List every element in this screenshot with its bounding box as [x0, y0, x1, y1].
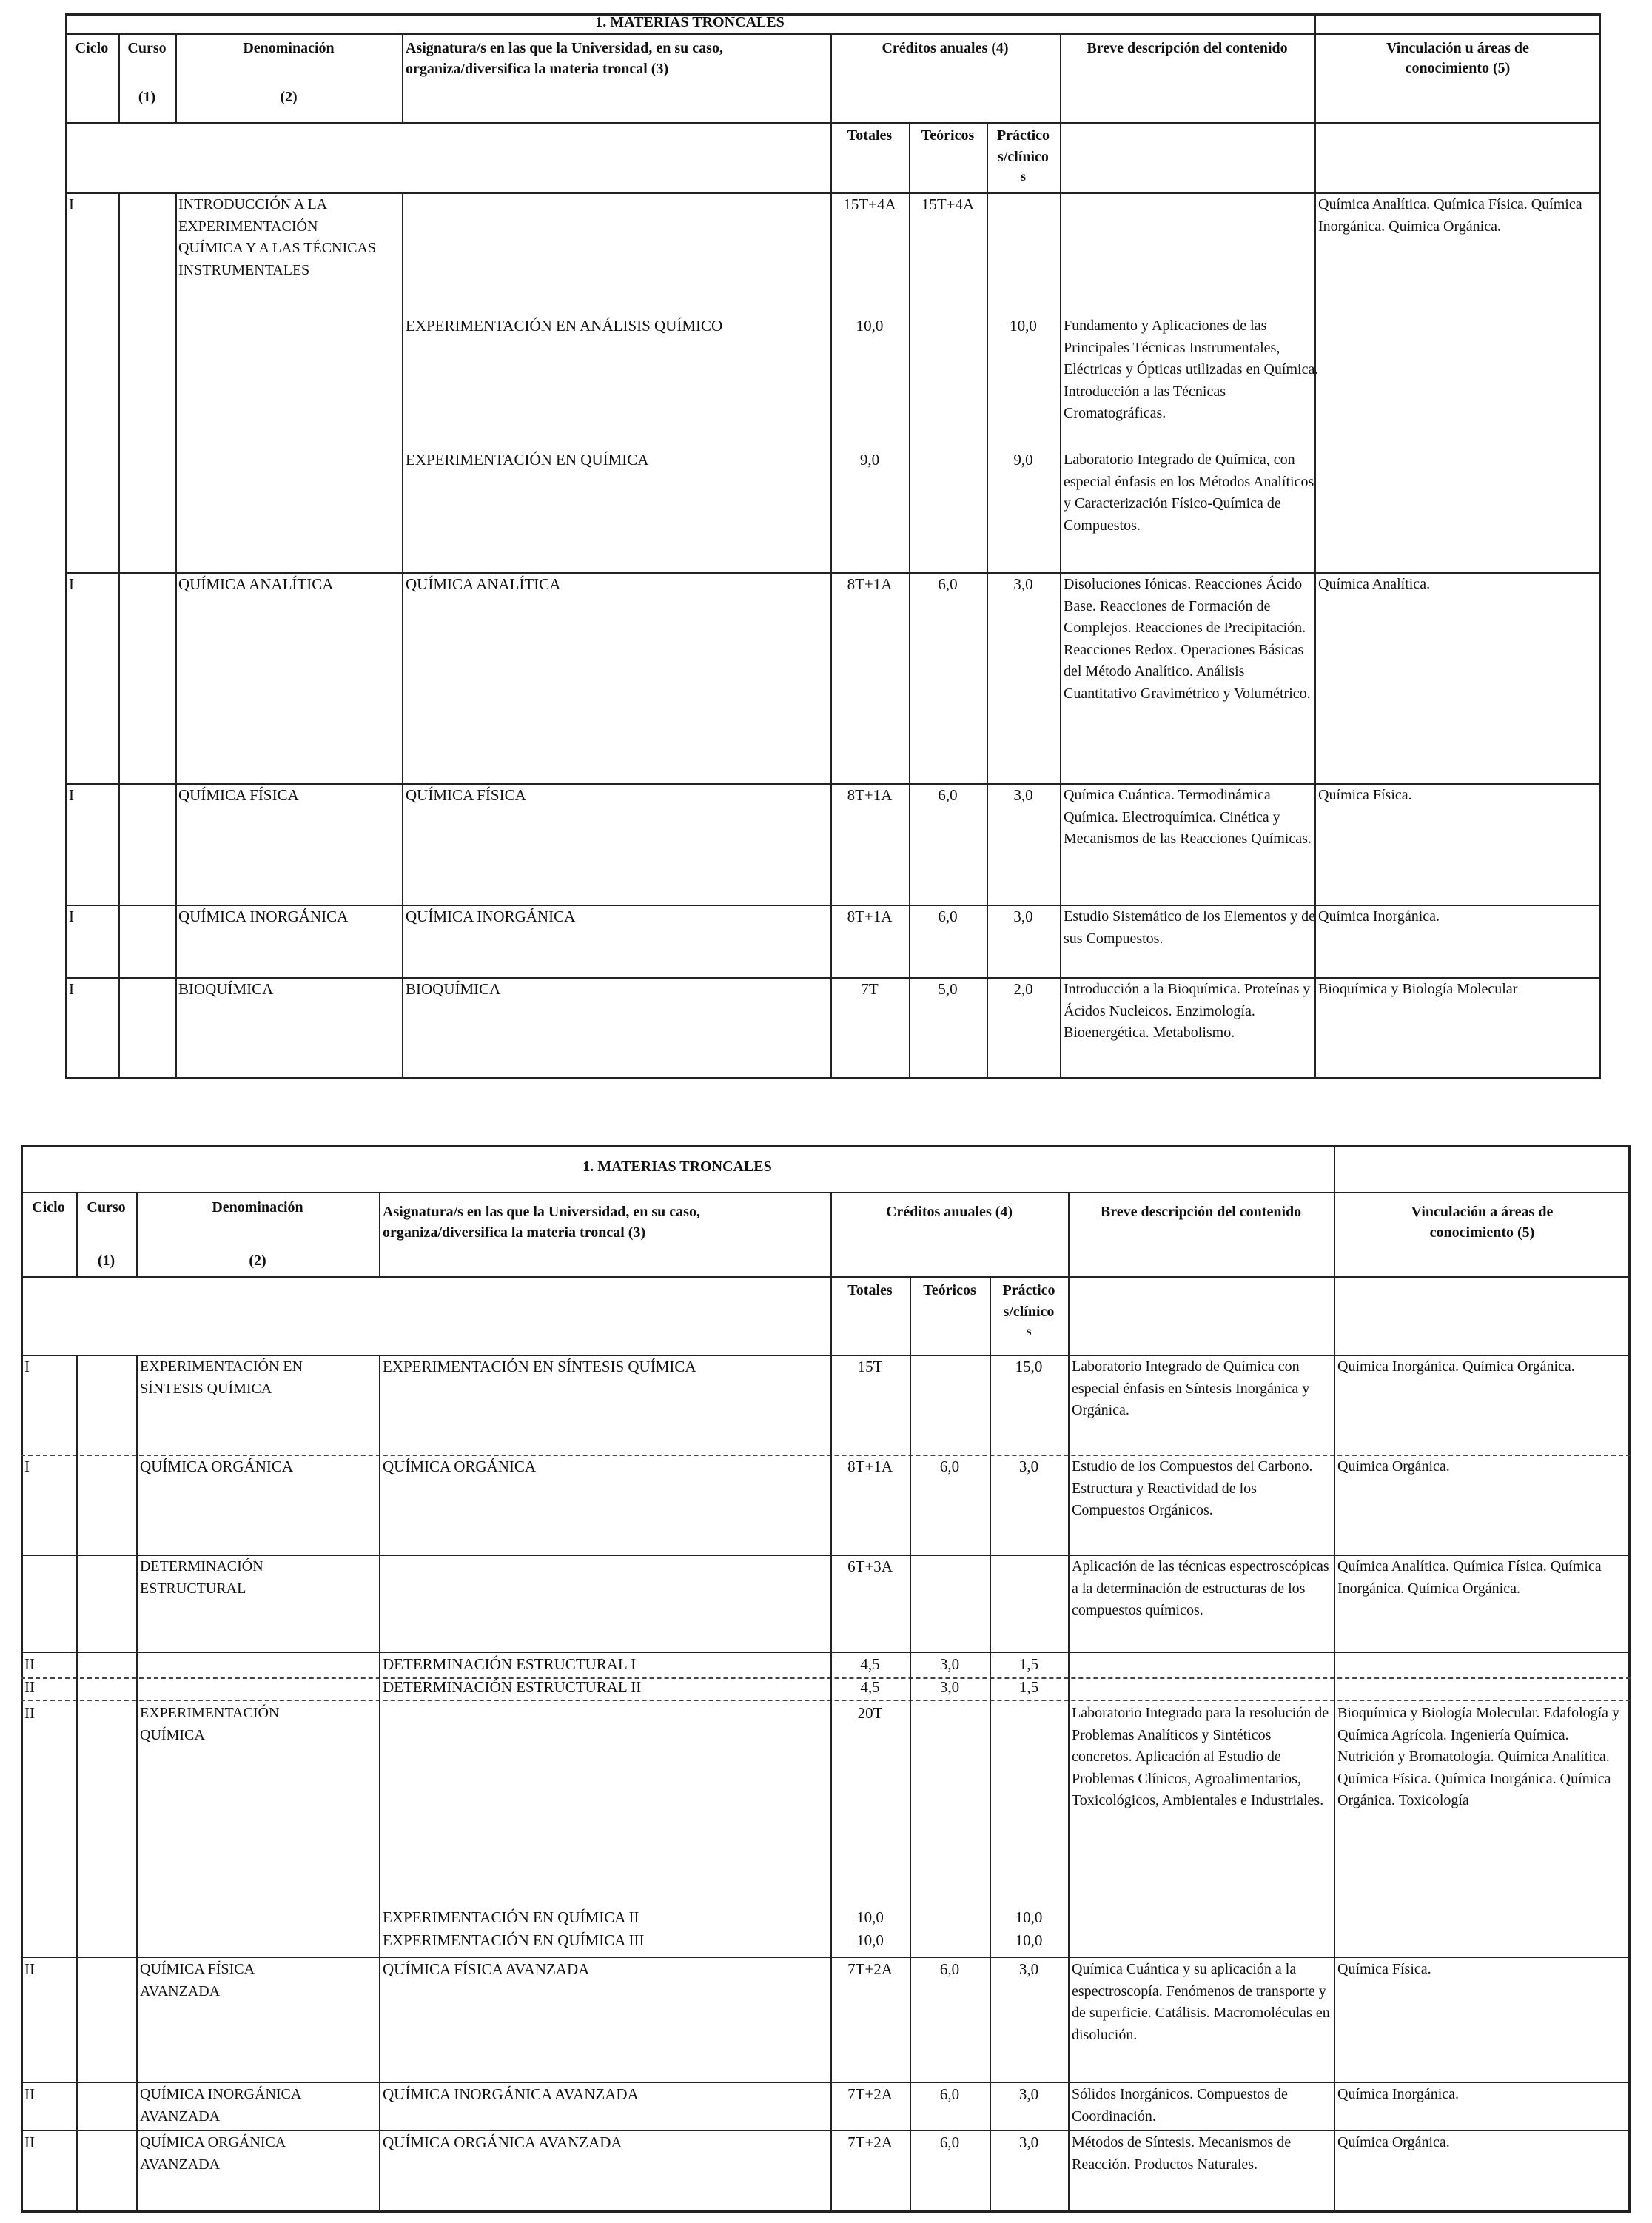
- col-asignatura-header-l2: organiza/diversifica la materia troncal (3): [406, 61, 669, 77]
- t1-r1-asignatura: EXPERIMENTACIÓN EN ANÁLISIS QUÍMICO: [406, 317, 723, 335]
- t2-r9-denominacion: QUÍMICA INORGÁNICA AVANZADA: [140, 2086, 301, 2125]
- t2-col-creditos-header: Créditos anuales (4): [885, 1204, 1013, 1220]
- t2-r6-totales: 10,0: [856, 1908, 884, 1926]
- t2-r0-asignatura: EXPERIMENTACIÓN EN SÍNTESIS QUÍMICA: [383, 1358, 696, 1375]
- t1-r0-teoricos: 15T+4A: [921, 195, 975, 213]
- t2-r9-practicos: 3,0: [1018, 2085, 1039, 2103]
- t2-r3-teoricos: 3,0: [939, 1655, 960, 1673]
- t2-r7-practicos: 10,0: [1015, 1931, 1043, 1949]
- t2-r2-area: Química Analítica. Química Física. Química Inorgánica. Química Orgánica.: [1337, 1558, 1602, 1597]
- t2-r4-totales: 4,5: [860, 1678, 880, 1696]
- t2-r1-teoricos: 6,0: [939, 1458, 960, 1475]
- t2-r4-teoricos: 3,0: [939, 1678, 960, 1696]
- t2-r0-practicos: 15,0: [1015, 1358, 1043, 1375]
- t2-r0-area: Química Inorgánica. Química Orgánica.: [1337, 1358, 1575, 1375]
- t2-col-denominacion-note: (2): [249, 1253, 266, 1269]
- t2-col-practicos-header-l1: Práctico: [1002, 1282, 1055, 1298]
- t2-r10-practicos: 3,0: [1018, 2133, 1039, 2151]
- t1-r1-totales: 10,0: [856, 317, 884, 335]
- t2-r1-practicos: 3,0: [1018, 1458, 1039, 1475]
- t1-r3-totales: 8T+1A: [847, 575, 893, 593]
- t1-r6-area: Bioquímica y Biología Molecular: [1318, 981, 1518, 997]
- t1-r6-descripcion: Introducción a la Bioquímica. Proteínas y Ácidos Nucleicos. Enzimología. Bioenergética. Metabolismo.: [1064, 981, 1311, 1041]
- t2-r7-totales: 10,0: [856, 1931, 884, 1949]
- t1-r4-descripcion: Química Cuántica. Termodinámica Química. Electroquímica. Cinética y Mecanismos de las Reacciones Químicas.: [1064, 787, 1312, 847]
- t1-r5-denominacion: QUÍMICA INORGÁNICA: [178, 908, 349, 925]
- t2-r3-ciclo: II: [24, 1655, 35, 1673]
- col-asignatura-header-l1: Asignatura/s en las que la Universidad, en su caso,: [406, 40, 723, 56]
- t2-r9-asignatura: QUÍMICA INORGÁNICA AVANZADA: [383, 2085, 639, 2103]
- t1-r3-teoricos: 6,0: [938, 575, 958, 593]
- col-practicos-header-l1: Práctico: [996, 127, 1050, 144]
- t2-col-teoricos-header: Teóricos: [923, 1282, 976, 1298]
- t1-r4-denominacion: QUÍMICA FÍSICA: [178, 786, 299, 804]
- t1-r6-ciclo: I: [69, 980, 74, 998]
- t1-r4-ciclo: I: [69, 786, 74, 804]
- t2-r9-teoricos: 6,0: [939, 2085, 960, 2103]
- t2-col-practicos-header-l3: s: [1026, 1324, 1032, 1338]
- t2-r8-practicos: 3,0: [1018, 1960, 1039, 1978]
- t2-col-ciclo-header: Ciclo: [32, 1199, 65, 1216]
- t1-r6-teoricos: 5,0: [938, 980, 958, 998]
- t2-r9-totales: 7T+2A: [847, 2085, 893, 2103]
- t2-r3-asignatura: DETERMINACIÓN ESTRUCTURAL I: [383, 1655, 637, 1673]
- t2-r1-area: Química Orgánica.: [1337, 1458, 1450, 1475]
- t2-col-asignatura-header-l2: organiza/diversifica la materia troncal (3): [383, 1224, 646, 1241]
- t2-r0-denominacion: EXPERIMENTACIÓN EN SÍNTESIS QUÍMICA: [140, 1358, 303, 1397]
- t1-r2-asignatura: EXPERIMENTACIÓN EN QUÍMICA: [406, 451, 649, 469]
- t2-r10-area: Química Orgánica.: [1337, 2134, 1450, 2150]
- t2-r0-totales: 15T: [857, 1358, 883, 1375]
- t2-col-vinculacion-header-l2: conocimiento (5): [1429, 1224, 1535, 1241]
- t1-r0-totales: 15T+4A: [843, 195, 896, 213]
- t2-r1-ciclo: I: [24, 1458, 30, 1475]
- t1-r0-area: Química Analítica. Química Física. Química Inorgánica. Química Orgánica.: [1318, 196, 1582, 235]
- t2-col-asignatura-header-l1: Asignatura/s en las que la Universidad, en su caso,: [383, 1204, 700, 1220]
- t1-r5-practicos: 3,0: [1013, 908, 1033, 925]
- t2-r10-totales: 7T+2A: [847, 2133, 893, 2151]
- t1-r2-descripcion: Laboratorio Integrado de Química, con especial énfasis en los Métodos Analíticos y Caracterización Físico-Química de Compuestos.: [1064, 452, 1314, 534]
- t2-r10-denominacion: QUÍMICA ORGÁNICA AVANZADA: [140, 2134, 286, 2173]
- t2-r8-descripcion: Química Cuántica y su aplicación a la espectroscopía. Fenómenos de transporte y de superficie. Catálisis. Macromoléculas en disolución.: [1072, 1961, 1330, 2043]
- t1-r3-practicos: 3,0: [1013, 575, 1033, 593]
- t1-r5-teoricos: 6,0: [938, 908, 958, 925]
- t1-r4-practicos: 3,0: [1013, 786, 1033, 804]
- t1-r5-asignatura: QUÍMICA INORGÁNICA: [406, 908, 576, 925]
- t2-r3-practicos: 1,5: [1018, 1655, 1039, 1673]
- t2-r5-ciclo: II: [24, 1704, 35, 1722]
- t2-r9-area: Química Inorgánica.: [1337, 2086, 1460, 2102]
- col-practicos-header-l3: s: [1020, 169, 1026, 184]
- t2-r10-teoricos: 6,0: [939, 2133, 960, 2151]
- t1-r4-totales: 8T+1A: [847, 786, 893, 804]
- table-1-title: 1. MATERIAS TRONCALES: [595, 14, 785, 30]
- t1-r2-practicos: 9,0: [1013, 451, 1033, 469]
- t2-col-curso-header: Curso: [87, 1199, 126, 1216]
- t2-r5-descripcion: Laboratorio Integrado para la resolución de Problemas Analíticos y Sintéticos concretos. Aplicación al Estudio de Problemas Clínicos, Agroalimentarios, Toxicológicos, Ambientales e Industriales.: [1072, 1705, 1329, 1808]
- t1-r4-area: Química Física.: [1318, 787, 1412, 803]
- t1-r1-practicos: 10,0: [1010, 317, 1037, 335]
- t1-r3-descripcion: Disoluciones Iónicas. Reacciones Ácido Base. Reacciones de Formación de Complejos. Reacciones de Precipitación. Reacciones Redox. Operaciones Básicas del Método Analítico. Análisis Cuantitativo Gravimétrico y Volumétrico.: [1064, 576, 1311, 702]
- t2-r5-denominacion: EXPERIMENTACIÓN QUÍMICA: [140, 1705, 280, 1743]
- col-denominacion-note: (2): [280, 89, 298, 105]
- t1-r3-ciclo: I: [69, 575, 74, 593]
- t2-r7-asignatura: EXPERIMENTACIÓN EN QUÍMICA III: [383, 1931, 645, 1949]
- t1-r5-area: Química Inorgánica.: [1318, 908, 1440, 925]
- t2-col-totales-header: Totales: [847, 1282, 893, 1298]
- t2-r5-area: Bioquímica y Biología Molecular. Edafología y Química Agrícola. Ingeniería Química. Nutrición y Bromatología. Química Analítica. Química Física. Química Inorgánica. Química Orgánica. Toxicología: [1337, 1705, 1620, 1808]
- col-curso-header: Curso: [127, 40, 167, 56]
- col-descripcion-header: Breve descripción del contenido: [1087, 40, 1288, 56]
- t1-r1-descripcion: Fundamento y Aplicaciones de las Principales Técnicas Instrumentales, Eléctricas y Ópticas utilizadas en Química. Introducción a las Técnicas Cromatográficas.: [1064, 318, 1319, 421]
- t2-r6-practicos: 10,0: [1015, 1908, 1043, 1926]
- t2-r8-asignatura: QUÍMICA FÍSICA AVANZADA: [383, 1960, 590, 1978]
- col-totales-header: Totales: [847, 127, 893, 144]
- t2-col-denominacion-header: Denominación: [212, 1199, 303, 1216]
- col-vinculacion-header-l2: conocimiento (5): [1405, 60, 1511, 76]
- t1-r5-ciclo: I: [69, 908, 74, 925]
- table-2-title: 1. MATERIAS TRONCALES: [582, 1159, 772, 1175]
- t2-col-descripcion-header: Breve descripción del contenido: [1100, 1204, 1302, 1220]
- t1-r3-area: Química Analítica.: [1318, 576, 1431, 592]
- t2-r4-asignatura: DETERMINACIÓN ESTRUCTURAL II: [383, 1678, 642, 1696]
- t2-r10-descripcion: Métodos de Síntesis. Mecanismos de Reacción. Productos Naturales.: [1072, 2134, 1292, 2173]
- t2-r9-ciclo: II: [24, 2085, 35, 2103]
- t2-r9-descripcion: Sólidos Inorgánicos. Compuestos de Coordinación.: [1072, 2086, 1288, 2125]
- col-teoricos-header: Teóricos: [921, 127, 975, 144]
- t2-r3-totales: 4,5: [860, 1655, 880, 1673]
- t2-r8-denominacion: QUÍMICA FÍSICA AVANZADA: [140, 1961, 254, 1999]
- col-denominacion-header: Denominación: [243, 40, 335, 56]
- t1-r6-totales: 7T: [861, 980, 879, 998]
- t2-r0-descripcion: Laboratorio Integrado de Química con especial énfasis en Síntesis Inorgánica y Orgánica.: [1072, 1358, 1310, 1418]
- t2-r1-denominacion: QUÍMICA ORGÁNICA: [140, 1458, 294, 1475]
- col-ciclo-header: Ciclo: [75, 40, 109, 56]
- t1-r4-asignatura: QUÍMICA FÍSICA: [406, 786, 526, 804]
- t2-r2-totales: 6T+3A: [847, 1558, 893, 1575]
- t1-r0-ciclo: I: [69, 195, 74, 213]
- t2-col-curso-note: (1): [97, 1253, 115, 1269]
- t1-r6-denominacion: BIOQUÍMICA: [178, 980, 274, 998]
- t2-r2-denominacion: DETERMINACIÓN ESTRUCTURAL: [140, 1558, 263, 1597]
- t2-r1-descripcion: Estudio de los Compuestos del Carbono. Estructura y Reactividad de los Compuestos Orgánicos.: [1072, 1458, 1313, 1518]
- table-2: [21, 1145, 1631, 2213]
- t2-r5-totales: 20T: [857, 1704, 883, 1722]
- t2-r1-asignatura: QUÍMICA ORGÁNICA: [383, 1458, 537, 1475]
- t2-r8-teoricos: 6,0: [939, 1960, 960, 1978]
- t2-col-vinculacion-header-l1: Vinculación a áreas de: [1411, 1204, 1554, 1220]
- t2-col-practicos-header-l2: s/clínico: [1003, 1304, 1055, 1320]
- t2-r4-ciclo: II: [24, 1678, 35, 1696]
- t2-r10-asignatura: QUÍMICA ORGÁNICA AVANZADA: [383, 2133, 622, 2151]
- t1-r6-asignatura: BIOQUÍMICA: [406, 980, 501, 998]
- t2-r1-totales: 8T+1A: [847, 1458, 893, 1475]
- t2-r8-ciclo: II: [24, 1960, 35, 1978]
- t1-r6-practicos: 2,0: [1013, 980, 1033, 998]
- t2-r10-ciclo: II: [24, 2133, 35, 2151]
- t2-r8-totales: 7T+2A: [847, 1960, 893, 1978]
- t2-r4-practicos: 1,5: [1018, 1678, 1039, 1696]
- t1-r5-totales: 8T+1A: [847, 908, 893, 925]
- col-practicos-header-l2: s/clínico: [998, 149, 1049, 165]
- t1-r0-denominacion: INTRODUCCIÓN A LA EXPERIMENTACIÓN QUÍMICA Y A LAS TÉCNICAS INSTRUMENTALES: [178, 196, 377, 278]
- t1-r4-teoricos: 6,0: [938, 786, 958, 804]
- t2-r8-area: Química Física.: [1337, 1961, 1431, 1977]
- col-vinculacion-header-l1: Vinculación u áreas de: [1386, 40, 1529, 56]
- t1-r3-asignatura: QUÍMICA ANALÍTICA: [406, 575, 561, 593]
- col-curso-note: (1): [138, 89, 156, 105]
- t2-r0-ciclo: I: [24, 1358, 30, 1375]
- t2-r6-asignatura: EXPERIMENTACIÓN EN QUÍMICA II: [383, 1908, 639, 1926]
- t1-r3-denominacion: QUÍMICA ANALÍTICA: [178, 575, 334, 593]
- t1-r5-descripcion: Estudio Sistemático de los Elementos y de sus Compuestos.: [1064, 908, 1315, 947]
- t1-r2-totales: 9,0: [859, 451, 880, 469]
- col-creditos-header: Créditos anuales (4): [882, 40, 1009, 56]
- t2-r2-descripcion: Aplicación de las técnicas espectroscópicas a la determinación de estructuras de los compuestos químicos.: [1072, 1558, 1329, 1618]
